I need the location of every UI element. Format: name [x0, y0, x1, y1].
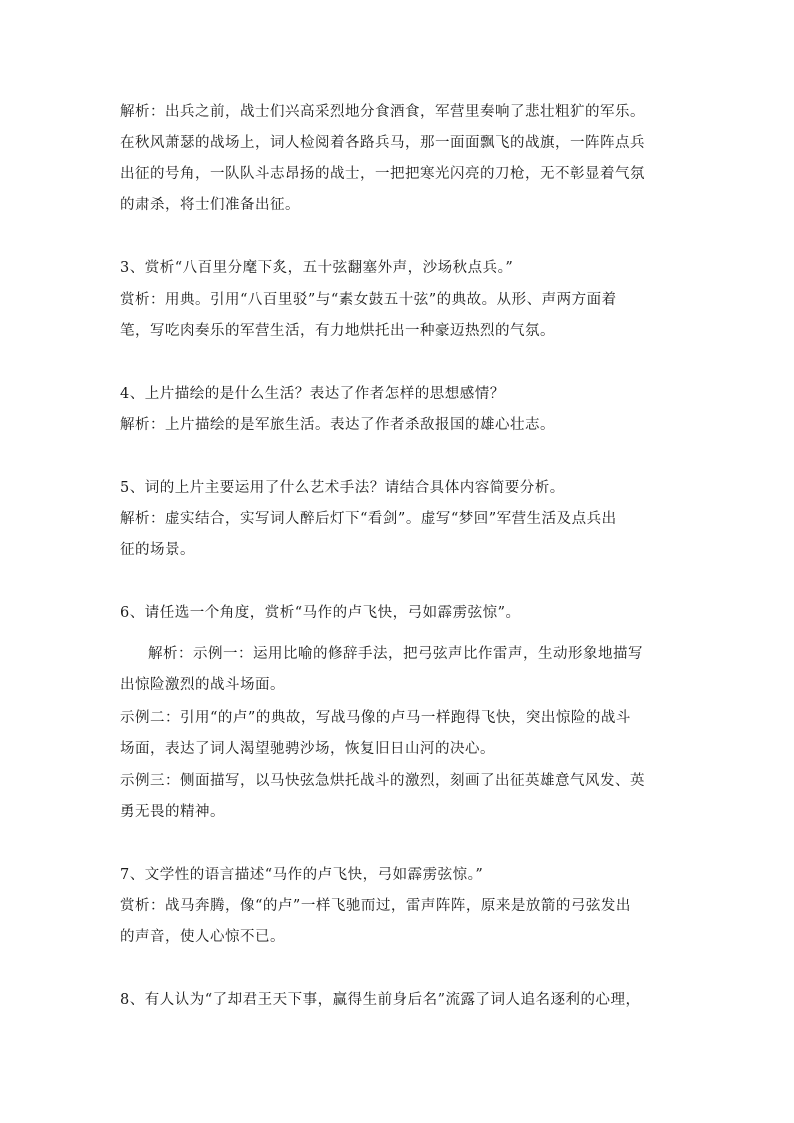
answer-line: 赏析：用典。引用“八百里驳”与“素女鼓五十弦”的典故。从形、声两方面着	[120, 292, 617, 308]
question-5: 5、词的上片主要运用了什么艺术手法？请结合具体内容简要分析。	[120, 480, 565, 496]
analysis-line: 在秋风萧瑟的战场上，词人检阅着各路兵马，那一面面飘飞的战旗，一阵阵点兵	[120, 135, 645, 151]
question-3: 3、赏析“八百里分麾下炙，五十弦翻塞外声，沙场秋点兵。”	[120, 260, 514, 276]
answer-line: 示例三：侧面描写，以马快弦急烘托战斗的激烈，刻画了出征英雄意气风发、英	[120, 773, 645, 789]
answer-line: 的声音，使人心惊不已。	[120, 929, 285, 945]
analysis-line: 的肃杀，将士们准备出征。	[120, 197, 300, 213]
answer-line: 征的场景。	[120, 542, 195, 558]
analysis-line: 解析：出兵之前，战士们兴高采烈地分食酒食，军营里奏响了悲壮粗犷的军乐。	[120, 104, 645, 120]
answer-line: 笔，写吃肉奏乐的军营生活，有力地烘托出一种豪迈热烈的气氛。	[120, 323, 555, 339]
answer-line: 出惊险激烈的战斗场面。	[120, 677, 285, 693]
answer-line: 场面，表达了词人渴望驰骋沙场，恢复旧日山河的决心。	[120, 741, 495, 757]
answer-line: 勇无畏的精神。	[120, 804, 225, 820]
analysis-line: 出征的号角，一队队斗志昂扬的战士，一把把寒光闪亮的刀枪，无不彰显着气氛	[120, 166, 645, 182]
question-4: 4、上片描绘的是什么生活？表达了作者怎样的思想感情？	[120, 386, 505, 402]
answer-line: 解析：示例一：运用比喻的修辞手法，把弓弦声比作雷声，生动形象地描写	[148, 646, 643, 662]
question-8: 8、有人认为“了却君王天下事，赢得生前身后名”流露了词人追名逐利的心理，	[120, 992, 641, 1008]
question-7: 7、文学性的语言描述“马作的卢飞快，弓如霹雳弦惊。”	[120, 867, 484, 883]
answer-line: 解析：虚实结合，实写词人醉后灯下“看剑”。虚写“梦回”军营生活及点兵出	[120, 511, 617, 527]
question-6: 6、请任选一个角度，赏析“马作的卢飞快，弓如霹雳弦惊”。	[120, 605, 521, 621]
answer-line: 示例二：引用“的卢”的典故，写战马像的卢马一样跑得飞快，突出惊险的战斗	[120, 710, 631, 726]
answer-line: 赏析：战马奔腾，像“的卢”一样飞驰而过，雷声阵阵，原来是放箭的弓弦发出	[120, 898, 631, 914]
answer-line: 解析：上片描绘的是军旅生活。表达了作者杀敌报国的雄心壮志。	[120, 417, 555, 433]
